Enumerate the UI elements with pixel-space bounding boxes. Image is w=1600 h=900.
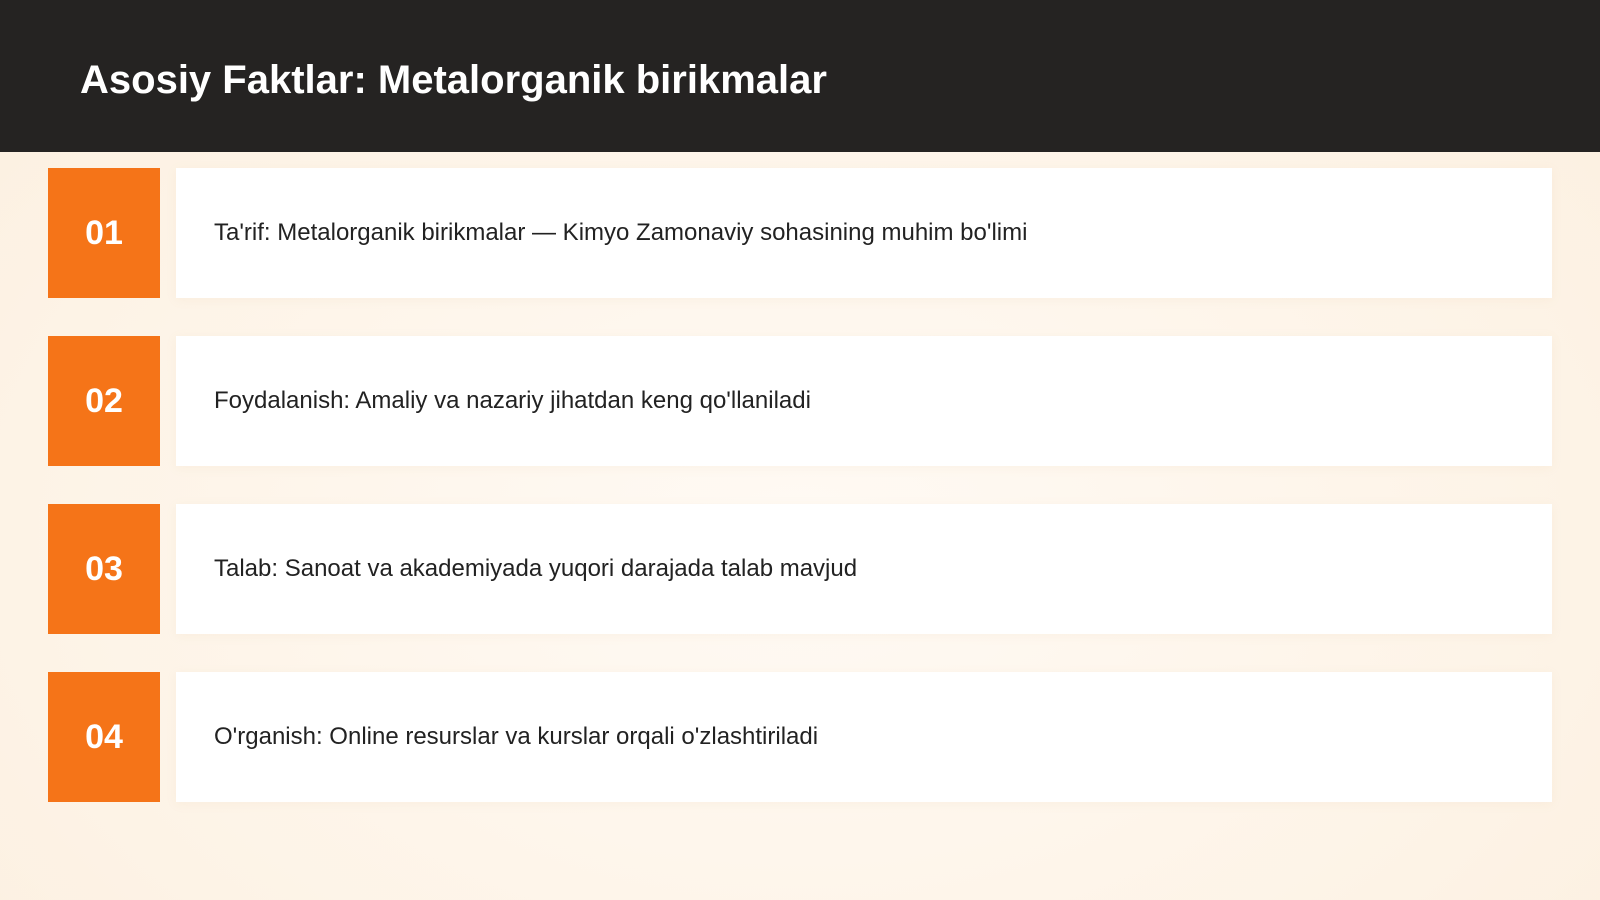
fact-item: [48, 504, 1552, 634]
fact-item: [48, 336, 1552, 466]
fact-text: Ta'rif: Metalorganik birikmalar — Kimyo Zamonaviy sohasining muhim bo'limi: [176, 168, 1552, 298]
fact-text: O'rganish: Online resurslar va kurslar orqali o'zlashtiriladi: [176, 672, 1552, 802]
fact-text: Talab: Sanoat va akademiyada yuqori darajada talab mavjud: [176, 504, 1552, 634]
fact-number-badge: 01: [48, 168, 160, 298]
fact-number-badge: 04: [48, 672, 160, 802]
fact-item: [48, 672, 1552, 802]
header-bar: [0, 0, 1600, 152]
fact-item: [48, 168, 1552, 298]
fact-number-badge: 03: [48, 504, 160, 634]
page-title: Asosiy Faktlar: Metalorganik birikmalar: [80, 58, 827, 102]
facts-list: [48, 168, 1552, 840]
fact-text: Foydalanish: Amaliy va nazariy jihatdan keng qo'llaniladi: [176, 336, 1552, 466]
fact-number-badge: 02: [48, 336, 160, 466]
